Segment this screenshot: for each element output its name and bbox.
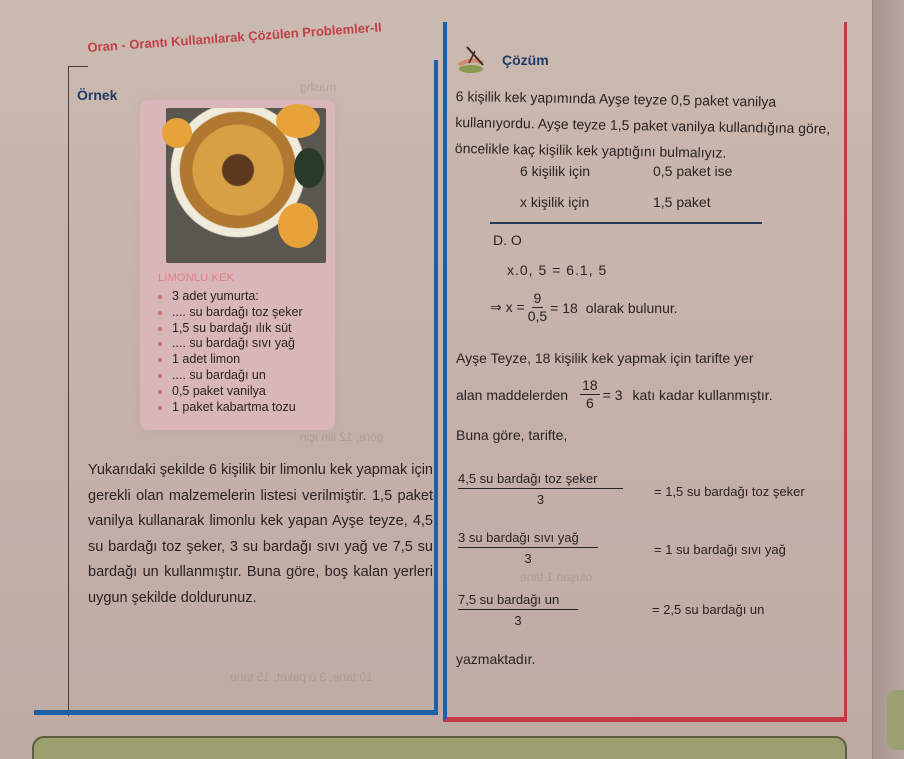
numerator: 7,5 su bardağı un [458, 592, 578, 610]
denominator: 3 [514, 613, 522, 628]
fraction-result: = 1 su bardağı sıvı yağ [654, 542, 786, 557]
equation-1: x.0, 5 = 6.1, 5 [507, 262, 608, 278]
adjacent-page-edge [872, 0, 904, 759]
denominator: 3 [524, 551, 532, 566]
fraction [580, 377, 600, 412]
adjacent-page-box [887, 690, 904, 750]
leaf-image [294, 148, 324, 188]
equation-result: = 18 [550, 299, 578, 316]
ingredient-item: 0,5 paket vanilya [158, 384, 303, 400]
fraction [528, 290, 547, 325]
bleed-through-text: göre, 12 ilin için [300, 430, 384, 444]
pencil-icon [455, 45, 491, 75]
proportion-label: D. O [493, 232, 522, 248]
numerator: 9 [533, 290, 542, 306]
fraction [458, 530, 598, 566]
fraction-row [458, 592, 578, 628]
ratio-right: 0,5 paket ise [653, 163, 733, 179]
fraction-row [458, 530, 598, 566]
fraction-result: = 2,5 su bardağı un [652, 602, 765, 617]
ingredient-item: 1 adet limon [158, 352, 303, 368]
denominator: 0,5 [527, 308, 548, 324]
lemon-image [162, 118, 192, 148]
numerator: 3 su bardağı sıvı yağ [458, 530, 598, 548]
recipe-ingredient-list [158, 289, 303, 415]
denominator: 6 [585, 395, 594, 411]
ratio-right: 1,5 paket [653, 194, 711, 210]
fraction [458, 592, 578, 628]
solution-label: Çözüm [502, 52, 549, 68]
ingredient-item: .... su bardağı sıvı yağ [158, 336, 303, 352]
question-text: Yukarıdaki şekilde 6 kişilik bir limonlu kek yapmak için gerekli olan malzemelerin listesi verilmiştir. 1,5 paket vanilya kullanarak limonlu kek yapan Ayşe teyze, 4,5 su bardağı toz şeker, 3 su bardağı sıvı yağ ve 7,5 su bardağı un kullanmıştır. Buna göre, boş kalan yerleri uygun şekilde doldurunuz. [88, 462, 433, 606]
numerator: 4,5 su bardağı toz şeker [458, 471, 623, 489]
recipe-title: LİMONLU KEK [158, 272, 235, 284]
lemon-image [278, 203, 318, 248]
numerator: 18 [582, 377, 598, 393]
paragraph-result: = 3 [602, 386, 623, 403]
fraction-result: = 1,5 su bardağı toz şeker [654, 484, 805, 499]
paragraph-3: Buna göre, tarifte, [456, 427, 568, 443]
ratio-divider [490, 222, 762, 224]
next-section-box [32, 736, 847, 759]
solution-intro: 6 kişilik kek yapımında Ayşe teyze 0,5 paket vanilya kullanıyordu. Ayşe teyze 1,5 paket vanilya kullandığına göre, öncelikle kaç kişilik kek yaptığını bulmalıyız. [454, 87, 831, 161]
example-label: Örnek [77, 87, 118, 103]
denominator: 3 [536, 492, 545, 507]
equation-suffix: olarak bulunur. [585, 299, 678, 316]
bleed-through-text: oluşan 1 tane [520, 570, 593, 584]
equation-prefix: ⇒ x = [490, 299, 525, 315]
ingredient-item: 3 adet yumurta: [158, 289, 303, 305]
ratio-left: 6 kişilik için [520, 163, 591, 179]
equation-2 [490, 290, 678, 325]
ratio-left: x kişilik için [520, 194, 590, 210]
cake-photo [166, 108, 326, 263]
lemon-image [276, 104, 320, 138]
paragraph-suffix: katı kadar kullanmıştır. [632, 386, 773, 403]
paragraph-1: Ayşe Teyze, 18 kişilik kek yapmak için tarifte yer [456, 350, 754, 366]
chapter-title: Oran - Orantı Kullanılarak Çözülen Problemler-II [86, 19, 383, 56]
bleed-through-text: mashg [300, 80, 337, 94]
ingredient-item: .... su bardağı un [158, 368, 303, 384]
bleed-through-text: 10 tane, 3 ü paket, 15 tane [230, 670, 373, 684]
ingredient-item: .... su bardağı toz şeker [158, 305, 303, 321]
fraction [458, 471, 623, 507]
closing-text: yazmaktadır. [456, 651, 536, 667]
ingredient-item: 1,5 su bardağı ılık süt [158, 321, 303, 337]
paragraph-2 [456, 377, 773, 412]
paragraph-prefix: alan maddelerden [456, 386, 569, 403]
ingredient-item: 1 paket kabartma tozu [158, 400, 303, 416]
fraction-row [458, 471, 623, 507]
